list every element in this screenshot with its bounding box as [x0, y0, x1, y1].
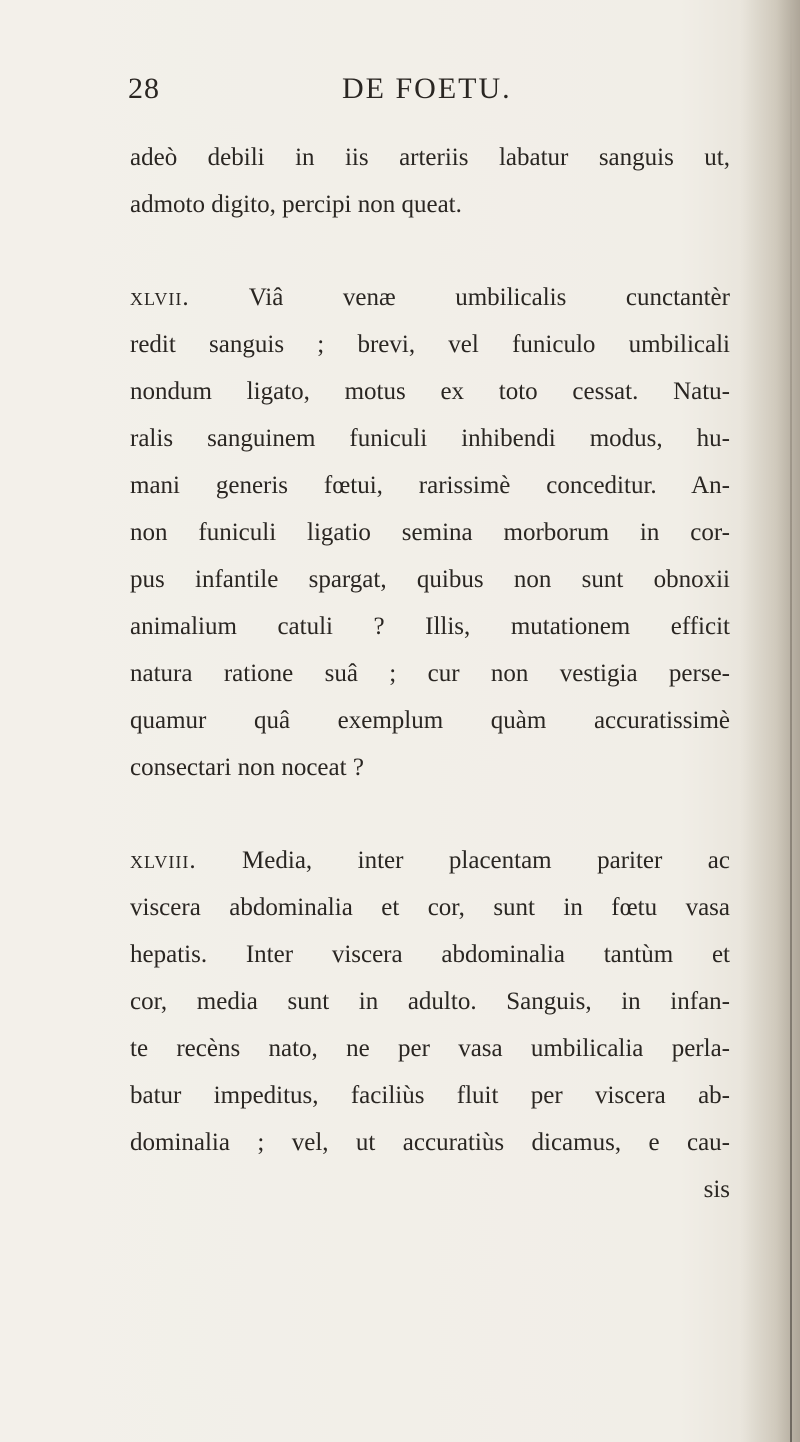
text-line: cor, media sunt in adulto. Sanguis, in infan- [130, 988, 730, 1015]
text-line: admoto digito, percipi non queat. [130, 191, 462, 218]
text-line [130, 837, 730, 884]
text-line: natura ratione suâ ; cur non vestigia perse- [130, 660, 730, 687]
text-segment: Viâ venæ umbilicalis cunctantèr [248, 284, 730, 311]
text-line: nondum ligato, motus ex toto cessat. Natu- [130, 378, 730, 405]
catchword: sis [703, 1176, 730, 1203]
page-header [128, 72, 688, 112]
text-line: ralis sanguinem funiculi inhibendi modus, hu- [130, 425, 730, 452]
text-line [130, 274, 730, 321]
text-line: animalium catuli ? Illis, mutationem efficit [130, 613, 730, 640]
text-line: viscera abdominalia et cor, sunt in fœtu vasa [130, 894, 730, 921]
section-marker: xlviii. [130, 847, 197, 874]
page-edge-line [790, 0, 792, 1442]
section-marker: xlvii. [130, 284, 190, 311]
text-line: quamur quâ exemplum quàm accuratissimè [130, 707, 730, 734]
body-text [130, 134, 730, 1213]
text-line: te recèns nato, ne per vasa umbilicalia perla- [130, 1035, 730, 1062]
text-line: pus infantile spargat, quibus non sunt obnoxii [130, 566, 730, 593]
text-line: dominalia ; vel, ut accuratiùs dicamus, e cau- [130, 1129, 730, 1156]
text-line: non funiculi ligatio semina morborum in cor- [130, 519, 730, 546]
running-title: DE FOETU. [342, 72, 512, 105]
text-segment: Media, inter placentam pariter ac [242, 847, 730, 874]
text-line: batur impeditus, faciliùs fluit per viscera ab- [130, 1082, 730, 1109]
text-line: hepatis. Inter viscera abdominalia tantùm et [130, 941, 730, 968]
text-line: consectari non noceat ? [130, 754, 364, 781]
text-line: adeò debili in iis arteriis labatur sanguis ut, [130, 144, 730, 171]
text-line: redit sanguis ; brevi, vel funiculo umbilicali [130, 331, 730, 358]
page-number: 28 [128, 72, 160, 105]
text-line: mani generis fœtui, rarissimè conceditur. An- [130, 472, 730, 499]
